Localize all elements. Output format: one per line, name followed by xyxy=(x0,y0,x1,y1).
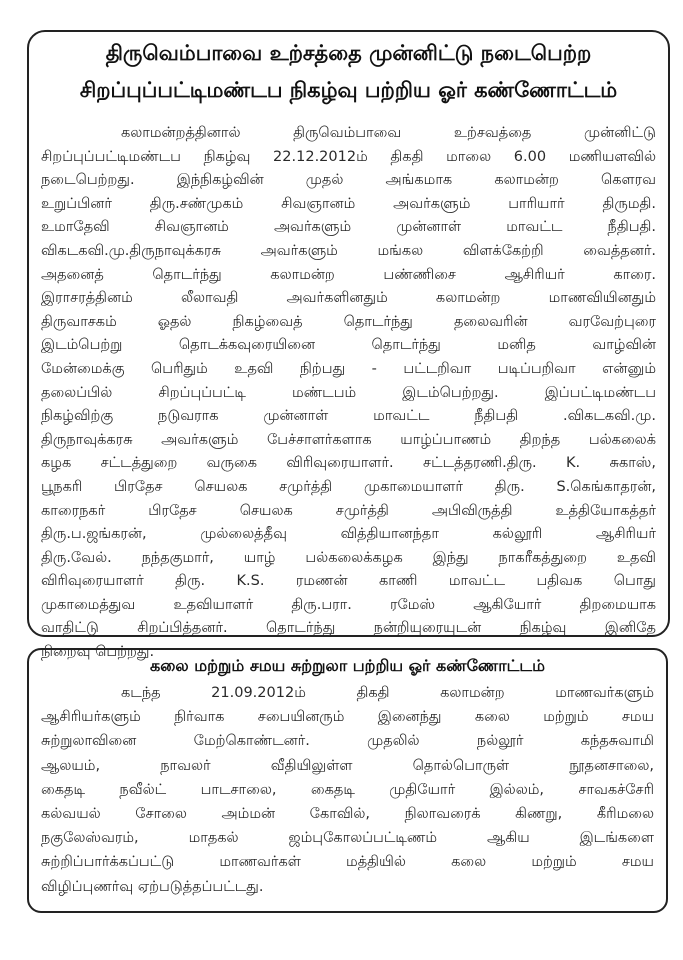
paragraph-line: நடைபெற்றது. இந்நிகழ்வின் முதல் அங்கமாக கலாமன்ற கௌரவ xyxy=(41,172,656,189)
paragraph-line: திருநாவுக்கரசு அவர்களும் பேச்சாளர்களாக யாழ்ப்பாணம் திறந்த பல்கலைக் xyxy=(41,431,656,448)
paragraph-line: ஆலயம், நாவலர் வீதியிலுள்ள தொல்பொருள் நூதனசாலை, xyxy=(41,757,654,774)
paragraph-line: சிறப்புப்பட்டிமண்டப நிகழ்வு 22.12.2012ம் திகதி மாலை 6.00 மணியளவில் xyxy=(41,148,656,165)
paragraph-line: திரு.வேல். நந்தகுமார், யாழ் பல்கலைக்கழக இந்து நாகரீகத்துறை உதவி xyxy=(41,549,656,566)
title-line: திருவெம்பாவை உற்சத்தை முன்னிட்டு நடைபெற்ற xyxy=(105,41,592,65)
title-line: சிறப்புப்பட்டிமண்டப நிகழ்வு பற்றிய ஓர் கண்ணோட்டம் xyxy=(79,78,618,102)
paragraph-line: முகாமைத்துவ உதவியாளர் திரு.பரா. ரமேஸ் ஆகியோர் திறமையாக xyxy=(41,596,656,613)
paragraph-line: திருவாசகம் ஓதல் நிகழ்வைத் தொடர்ந்து தலைவரின் வரவேற்புரை xyxy=(41,313,656,330)
paragraph-line: நகுலேஸ்வரம், மாதகல் ஜம்புகோலப்பட்டிணம் ஆகிய இடங்களை xyxy=(41,830,654,847)
paragraph-line: கல்வயல் சோலை அம்மன் கோவில், நிலாவரைக் கிணறு, கீரிமலை xyxy=(41,805,654,822)
paragraph-line: மேன்மைக்கு பெரிதும் உதவி நிற்பது - பட்டறிவா படிப்பறிவா என்னும் xyxy=(41,360,656,377)
paragraph-line: இராசரத்தினம் லீலாவதி அவர்களினதும் கலாமன்ற மாணவியினதும் xyxy=(41,290,656,307)
paragraph-line: காரைநகர் பிரதேச செயலக சமுர்த்தி அபிவிருத்தி உத்தியோகத்தர் xyxy=(41,502,656,519)
paragraph-line: உறுப்பினர் திரு.சண்முகம் சிவஞானம் அவர்களும் பாரியார் திருமதி. xyxy=(41,195,656,212)
title-line: கலை மற்றும் சமய சுற்றுலா பற்றிய ஓர் கண்ணோட்டம் xyxy=(150,656,545,675)
paragraph-line: சுற்றிப்பார்க்கப்பட்டு மாணவர்கள் மத்தியில் கலை மற்றும் சமய xyxy=(41,854,654,871)
paragraph-line: ஆசிரியர்களும் நிர்வாக சபையினரும் இனைந்து கலை மற்றும் சமய xyxy=(41,709,654,726)
paragraph-line: கலாமன்றத்தினால் திருவெம்பாவை உற்சவத்தை முன்னிட்டு xyxy=(121,125,656,141)
paragraph-line: விழிப்புணர்வு ஏற்படுத்தப்பட்டது. xyxy=(41,878,264,895)
paragraph-line: தலைப்பில் சிறப்புப்பட்டி மண்டபம் இடம்பெற்றது. இப்பட்டிமண்டப xyxy=(41,384,656,401)
paragraph-line: விரிவுரையாளர் திரு. K.S. ரமணன் காணி மாவட்ட பதிவக பொது xyxy=(41,573,656,590)
paragraph-line: இடம்பெற்று தொடக்கவுரையினை தொடர்ந்து மனித வாழ்வின் xyxy=(41,337,656,354)
article-cultural-tour xyxy=(27,648,668,913)
paragraph-line: சுற்றுலாவினை மேற்கொண்டனர். முதலில் நல்லூர் கந்தசுவாமி xyxy=(41,733,654,750)
paragraph-line: வாதிட்டு சிறப்பித்தனர். தொடர்ந்து நன்றியுரையுடன் நிகழ்வு இனிதே xyxy=(41,620,656,637)
article-body xyxy=(41,681,654,899)
paragraph-line: அதனைத் தொடர்ந்து கலாமன்ற பண்ணிசை ஆசிரியர் காரை. xyxy=(41,266,656,283)
paragraph-line: நிகழ்விற்கு நடுவராக முன்னாள் மாவட்ட நீதிபதி .விகடகவி.மு. xyxy=(41,408,656,425)
article-title xyxy=(29,37,668,106)
paragraph-line: பூநகரி பிரதேச செயலக சமுர்த்தி முகாமையாளர் திரு. S.கெங்காதரன், xyxy=(41,478,656,495)
paragraph-line: உமாதேவி சிவஞானம் அவர்களும் முன்னாள் மாவட்ட நீதிபதி. xyxy=(41,219,656,236)
paragraph-line: கழக சட்டத்துறை வருகை விரிவுரையாளர். சட்டத்தரணி.திரு. K. சுகாஸ், xyxy=(41,455,656,472)
article-body xyxy=(41,122,656,665)
paragraph-line: கைதடி நவீல்ட் பாடசாலை, கைதடி முதியோர் இல்லம், சாவகச்சேரி xyxy=(41,781,654,798)
article-title xyxy=(29,653,666,679)
paragraph-line: கடந்த 21.09.2012ம் திகதி கலாமன்ற மாணவர்களும் xyxy=(121,685,654,701)
paragraph-line: விகடகவி.மு.திருநாவுக்கரசு அவர்களும் மங்கல விளக்கேற்றி வைத்தனர். xyxy=(41,242,656,259)
paragraph-line: திரு.ப.ஜங்கரன், முல்லைத்தீவு வித்தியானந்தா கல்லூரி ஆசிரியர் xyxy=(41,526,656,543)
article-festival-debate xyxy=(27,30,670,661)
paragraph-line: நிறைவு பெற்றது. xyxy=(41,644,155,661)
